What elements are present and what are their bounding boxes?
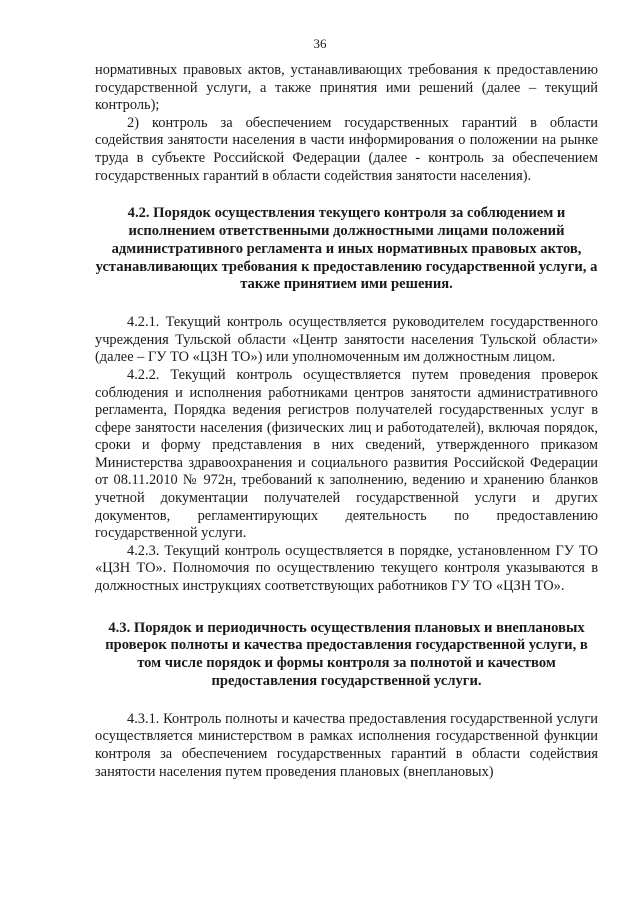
paragraph-continuation: нормативных правовых актов, устанавливающих требования к предоставлению государственной услуги, а также принятия ими решений (далее – текущий контроль); [95,62,598,114]
document-body [95,62,598,781]
paragraph-4-2-2: 4.2.2. Текущий контроль осуществляется путем проведения проверок соблюдения и исполнения работниками центров занятости административного регламента, Порядка ведения регистров получателей государственных услуг в сфере занятости населения (физических лиц и работодателей), включая порядок, сроки и форму представления в них сведений, утвержденного приказом Министерства здравоохранения и социального развития Российской Федерации от 08.11.2010 № 972н, требований к заполнению, ведению и хранению бланков учетной документации получателей государственной услуги и других документов, регламентирующих деятельность по предоставлению государственной услуги. [95,366,598,542]
page-number: 36 [313,36,327,51]
paragraph-item-2: 2) контроль за обеспечением государственных гарантий в области содействия занятости населения в части информирования о положении на рынке труда в субъекте Российской Федерации (далее - контроль за обеспечением государственных гарантий в области содействия занятости населения). [95,114,598,184]
section-heading-4-3: 4.3. Порядок и периодичность осуществления плановых и внеплановых проверок полноты и качества предоставления государственной услуги, в том числе порядок и формы контроля за полнотой и качеством предоставления государственной услуги. [105,619,588,690]
section-heading-4-2: 4.2. Порядок осуществления текущего контроля за соблюдением и исполнением ответственными должностными лицами положений административного регламента и иных нормативных правовых актов, устанавливающих требования к предоставлению государственной услуги, а также принятием ими решения. [95,205,598,293]
paragraph-4-3-1: 4.3.1. Контроль полноты и качества предоставления государственной услуги осуществляется министерством в рамках исполнения государственной функции контроля за обеспечением государственных гарантий в области содействия занятости населения путем проведения плановых (внеплановых) [95,710,598,780]
paragraph-4-2-3: 4.2.3. Текущий контроль осуществляется в порядке, установленном ГУ ТО «ЦЗН ТО». Полномочия по осуществлению текущего контроля указываются в должностных инструкциях соответствующих работников ГУ ТО «ЦЗН ТО». [95,542,598,595]
paragraph-4-2-1: 4.2.1. Текущий контроль осуществляется руководителем государственного учреждения Тульской области «Центр занятости населения Тульской области» (далее – ГУ ТО «ЦЗН ТО») или уполномоченным им должностным лицом. [95,314,598,366]
